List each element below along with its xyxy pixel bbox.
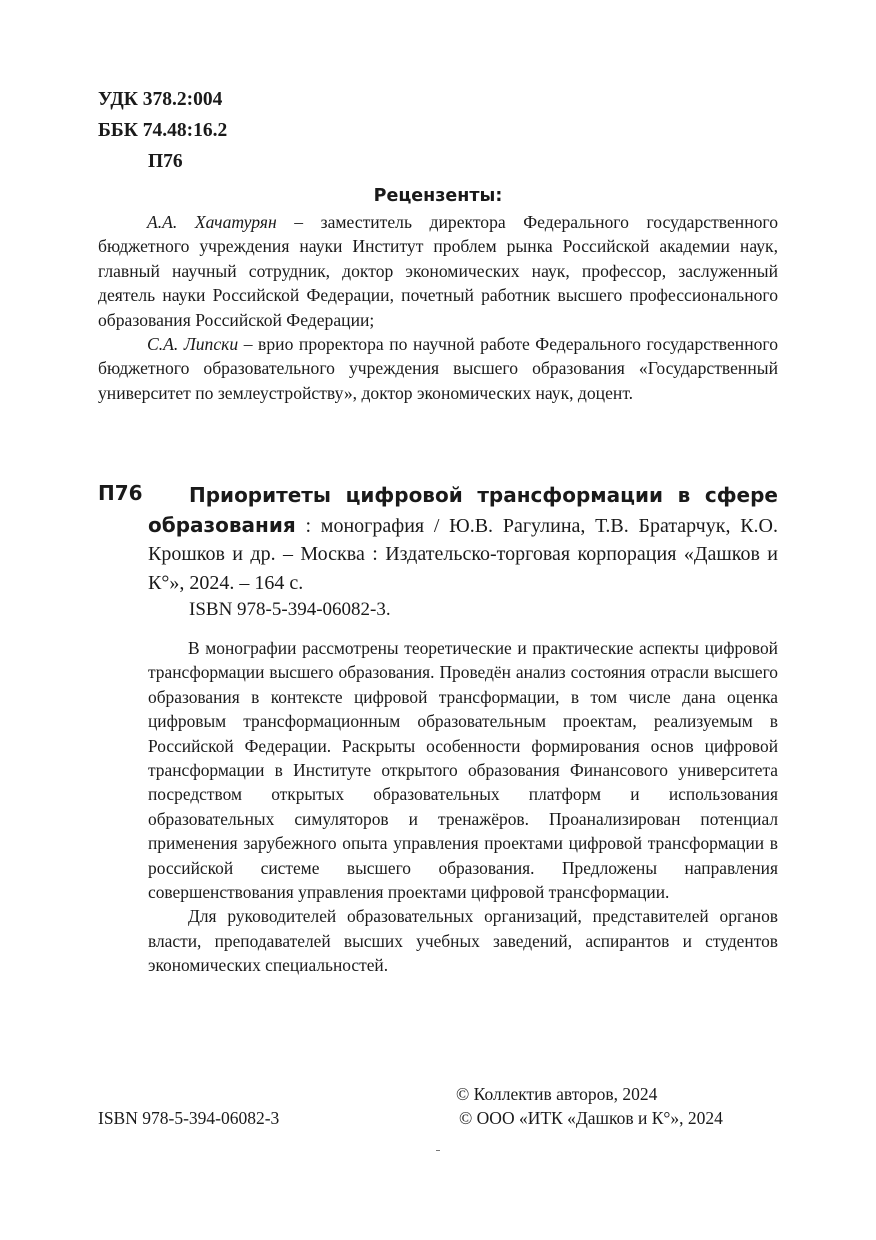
copyright-authors: © Коллектив авторов, 2024 xyxy=(456,1084,658,1104)
page-mark xyxy=(436,1150,440,1151)
annotation-paragraph: Для руководителей образовательных организаций, представителей органов власти, преподавателей высших учебных заведений, аспирантов и студентов экономических специальностей. xyxy=(148,906,778,976)
entry-code: П76 xyxy=(98,481,143,505)
entry-isbn: ISBN 978-5-394-06082-3. xyxy=(189,599,391,620)
reviewer-item xyxy=(98,210,778,332)
reviewer-description: – врио проректора по научной работе Федерального государственного бюджетного образовательного учреждения высшего образования «Государственный университет по землеустройству», доктор экономических наук, доцент. xyxy=(98,334,778,403)
udk-code: УДК 378.2:004 xyxy=(98,89,223,110)
book-title-line1: Приоритеты цифровой трансформации в сфере xyxy=(189,483,778,507)
footer-isbn: ISBN 978-5-394-06082-3 xyxy=(98,1108,280,1128)
annotation-paragraph: В монографии рассмотрены теоретические и практические аспекты цифровой трансформации высшего образования. Проведён анализ состояния отрасли высшего образования в контексте цифровой трансформации, в том числе дана оценка цифровым трансформационным образовательным проектам, реализуемым в Российской Федерации. Раскрыты особенности формирования основ цифровой трансформации в Институте открытого образования Финансового университета посредством открытых образовательных платформ и использования образовательных симуляторов и тренажёров. Проанализирован потенциал применения зарубежного опыта управления проектами цифровой трансформации в российской системе высшего образования. Предложены направления совершенствования управления проектами цифровой трансформации. xyxy=(148,638,778,903)
annotation xyxy=(148,636,778,978)
reviewer-name: С.А. Липски xyxy=(147,334,239,355)
classification-codes xyxy=(98,84,227,177)
author-mark: П76 xyxy=(148,151,183,172)
reviewers-heading: Рецензенты: xyxy=(373,186,503,206)
bibliographic-entry xyxy=(148,481,778,597)
reviewers-list xyxy=(98,210,778,405)
reviewer-description: – заместитель директора Федерального государственного бюджетного учреждения науки Институт проблем рынка Российской академии наук, главный научный сотрудник, доктор экономических наук, профессор, заслуженный деятель науки Российской Федерации, почетный работник высшего профессионального образования Российской Федерации; xyxy=(98,212,778,330)
reviewer-name: А.А. Хачатурян xyxy=(147,212,277,232)
bibliographic-details: : монография / Ю.В. Рагулина, Т.В. Братарчук, К.О. Крошков и др. – Москва : Издательско-торговая корпорация «Дашков и К°», 2024. – 164 с. xyxy=(148,514,778,594)
bbk-code: ББК 74.48:16.2 xyxy=(98,120,228,141)
book-title-line2: образования xyxy=(148,512,296,537)
copyright-publisher: © ООО «ИТК «Дашков и К°», 2024 xyxy=(459,1108,723,1128)
reviewer-item xyxy=(98,332,778,405)
